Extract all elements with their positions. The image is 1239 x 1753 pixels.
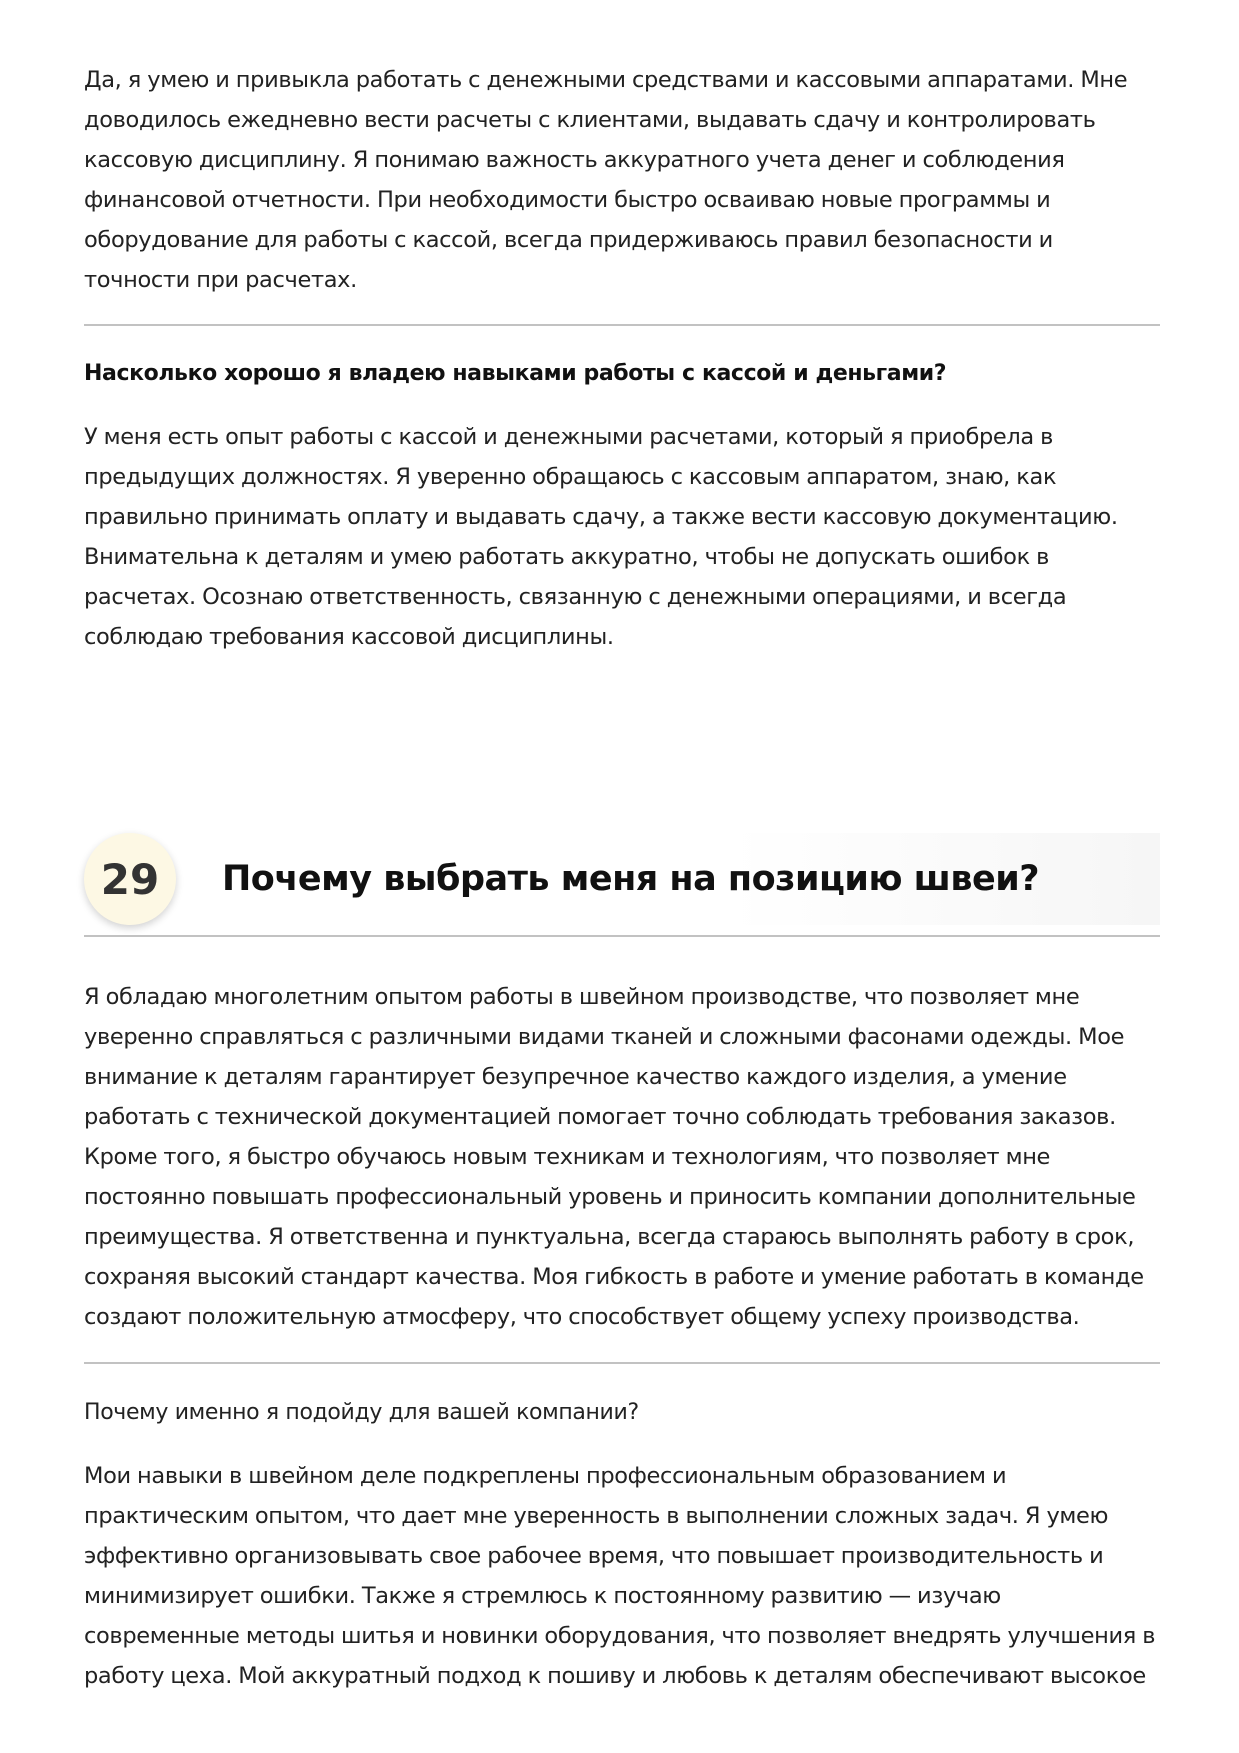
section-followup-answer-text: Мои навыки в швейном деле подкреплены профессиональным образованием и практическим опытом, что дает мне уверенность в выполнении сложных задач. Я умею эффективно организовывать свое рабочее время, что повышает производительность и минимизирует ошибки. Также я стремлюсь к постоянному развитию — изучаю современные методы шитья и новинки оборудования, что позволяет внедрять улучшения в работу цеха. Мой аккуратный подход к пошиву и любовь к деталям обеспечивают высокое: [84, 1463, 1156, 1689]
followup-question: Насколько хорошо я владею навыками работы с кассой и деньгами?: [84, 361, 947, 386]
section-answer-text: Я обладаю многолетним опытом работы в швейном производстве, что позволяет мне уверенно справляться с различными видами тканей и сложными фасонами одежды. Мое внимание к деталям гарантирует безупречное качество каждого изделия, а умение работать с технической документацией помогает точно соблюдать требования заказов. Кроме того, я быстро обучаюсь новым техникам и технологиям, что позволяет мне постоянно повышать профессиональный уровень и приносить компании дополнительные преимущества. Я ответственна и пунктуальна, всегда стараюсь выполнять работу в срок, сохраняя высокий стандарт качества. Моя гибкость в работе и умение работать в команде создают положительную атмосферу, что способствует общему успеху производства.: [84, 984, 1144, 1330]
section-number-badge: 29: [84, 833, 176, 925]
intro-answer-text: Да, я умею и привыкла работать с денежными средствами и кассовыми аппаратами. Мне доводилось ежедневно вести расчеты с клиентами, выдавать сдачу и контролировать кассовую дисциплину. Я понимаю важность аккуратного учета денег и соблюдения финансовой отчетности. При необходимости быстро осваиваю новые программы и оборудование для работы с кассой, всегда придерживаюсь правил безопасности и точности при расчетах.: [84, 67, 1128, 293]
section-title: Почему выбрать меня на позицию швеи?: [222, 859, 1040, 899]
section-followup-question: Почему именно я подойду для вашей компании?: [84, 1400, 639, 1425]
divider: [84, 935, 1160, 937]
section-header: [84, 833, 1160, 925]
divider: [84, 324, 1160, 326]
divider: [84, 1362, 1160, 1364]
followup-answer-text: У меня есть опыт работы с кассой и денежными расчетами, который я приобрела в предыдущих должностях. Я уверенно обращаюсь с кассовым аппаратом, знаю, как правильно принимать оплату и выдавать сдачу, а также вести кассовую документацию. Внимательна к деталям и умею работать аккуратно, чтобы не допускать ошибок в расчетах. Осознаю ответственность, связанную с денежными операциями, и всегда соблюдаю требования кассовой дисциплины.: [84, 424, 1118, 650]
